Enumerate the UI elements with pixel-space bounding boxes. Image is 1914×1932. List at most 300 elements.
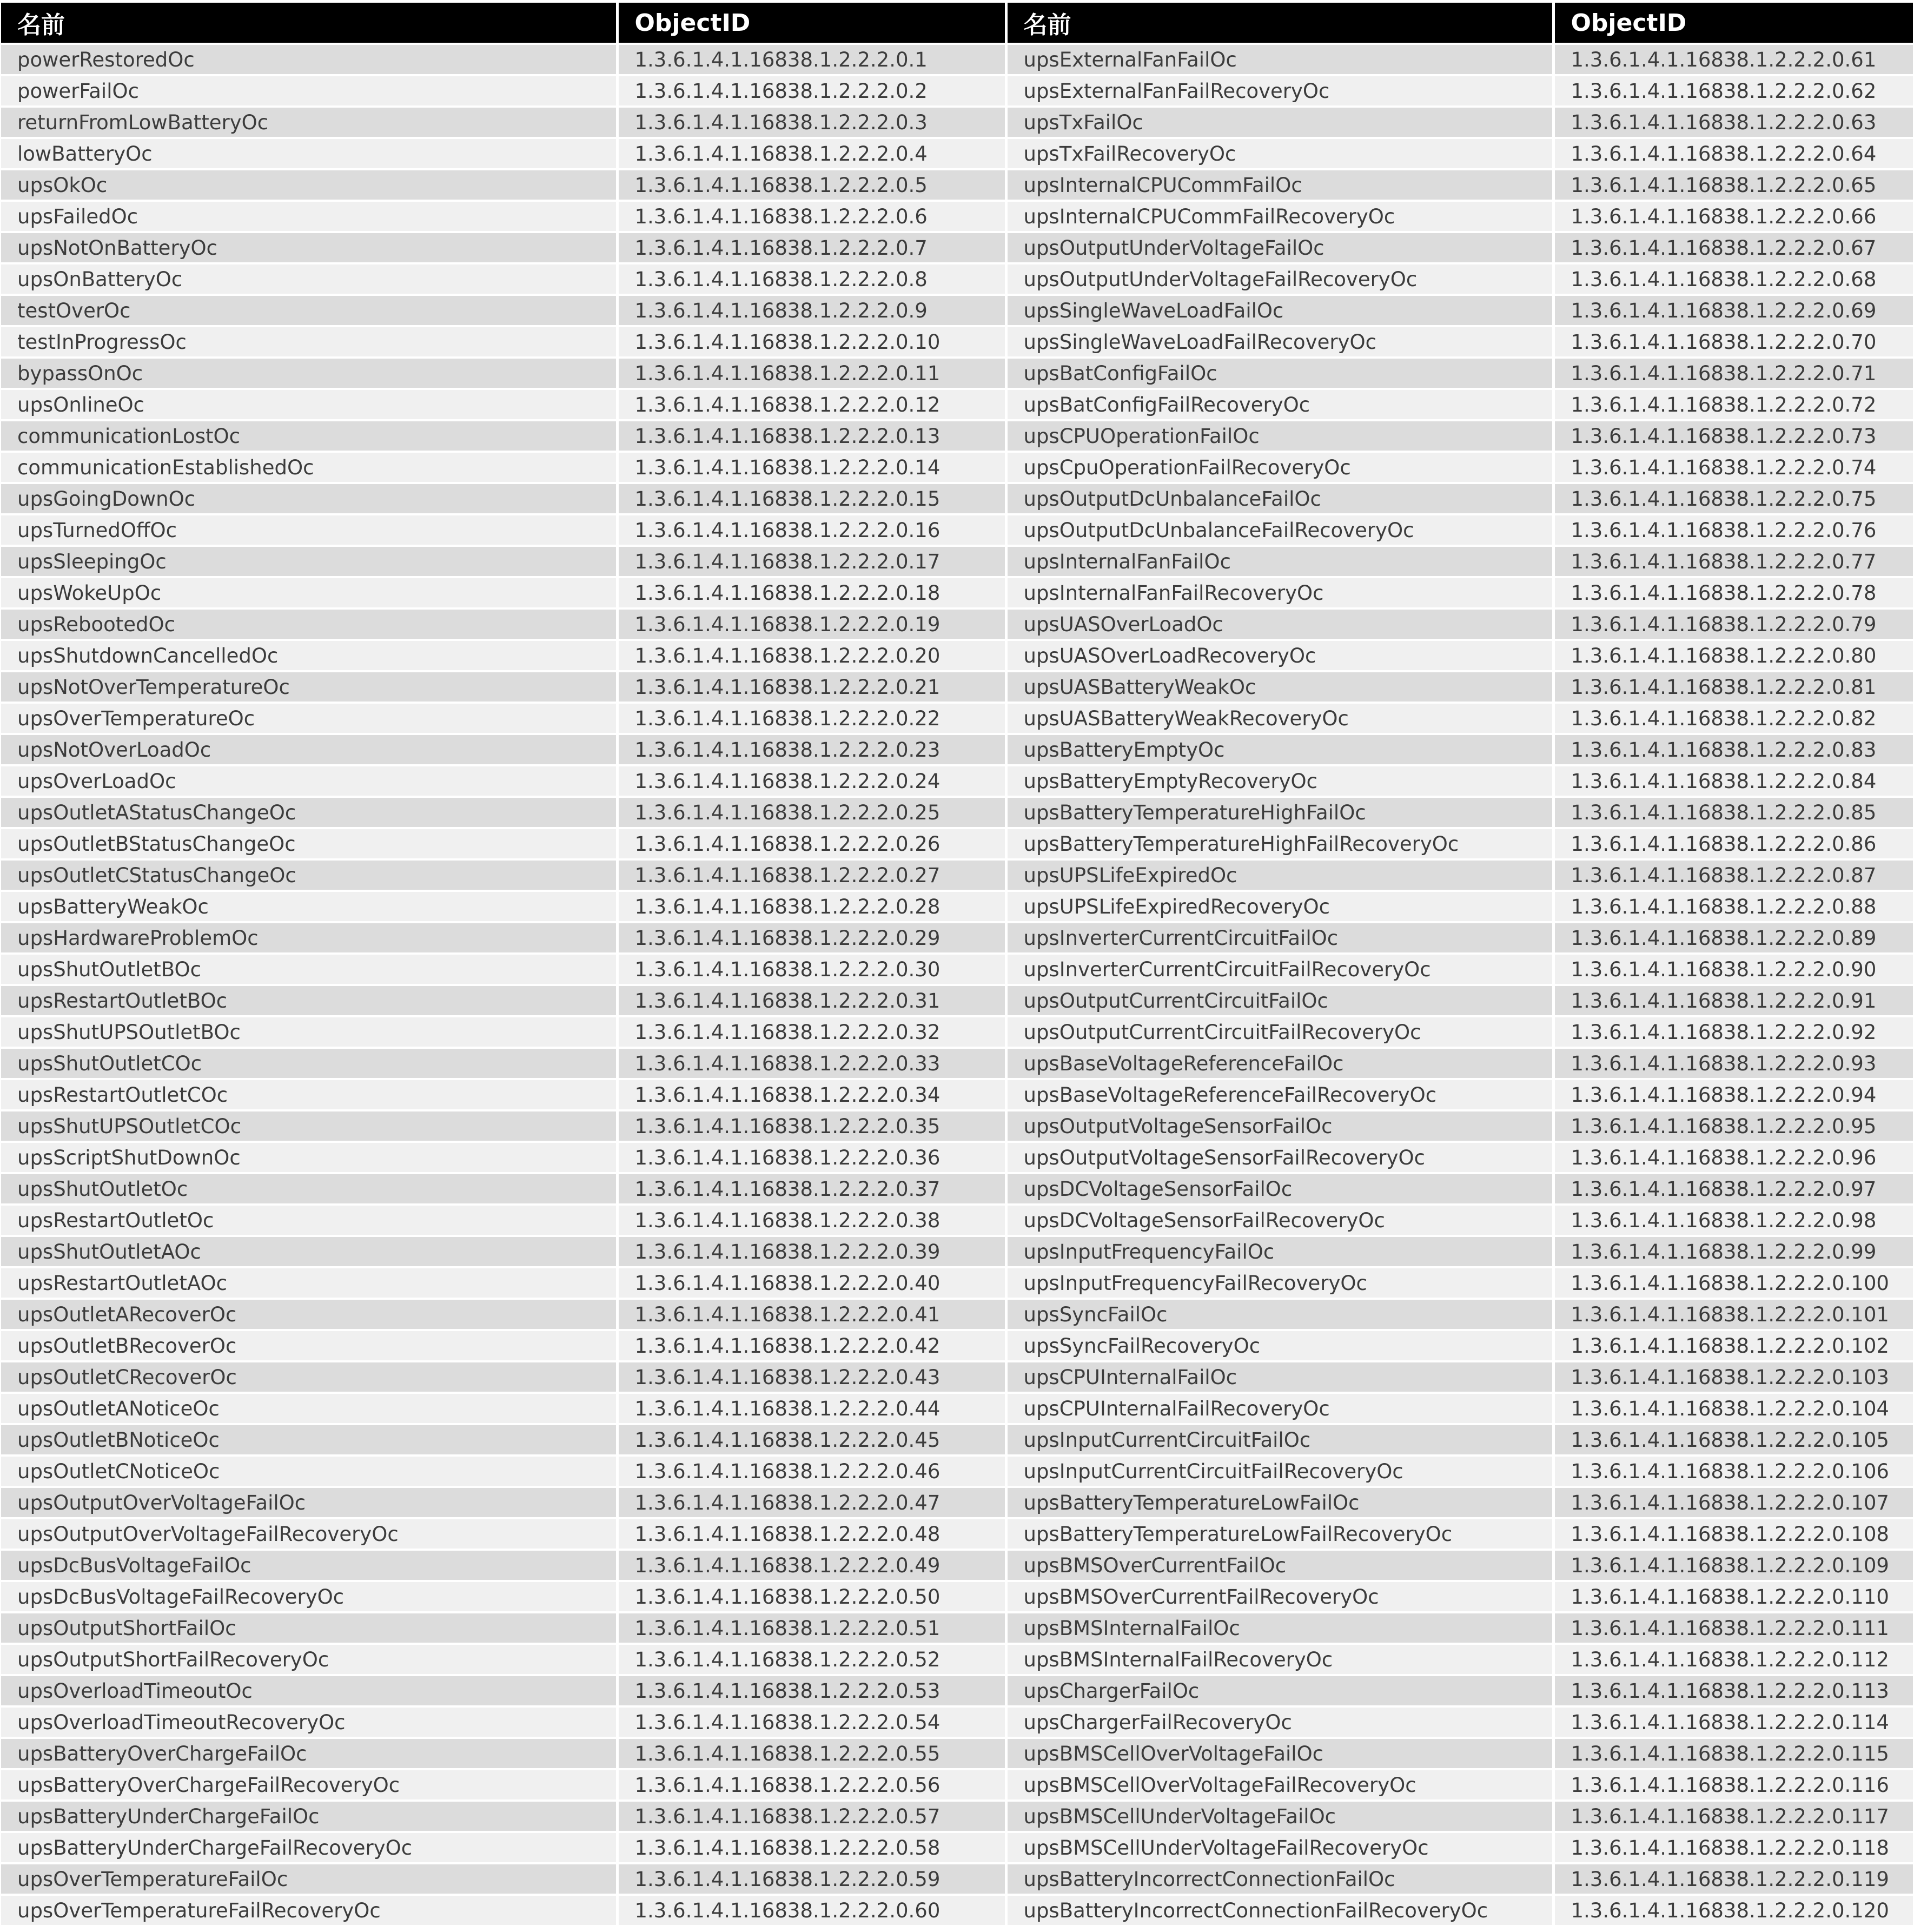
- table-row: [1, 671, 1913, 703]
- cell-objectid-left: 1.3.6.1.4.1.16838.1.2.2.2.0.3: [617, 107, 1006, 138]
- cell-name-left: powerFailOc: [1, 75, 617, 107]
- table-row: [1, 263, 1913, 295]
- cell-name-right: upsBatConfigFailOc: [1006, 358, 1553, 389]
- table-row: [1, 452, 1913, 483]
- table-row: [1, 1706, 1913, 1738]
- cell-name-right: upsBMSOverCurrentFailOc: [1006, 1550, 1553, 1581]
- cell-objectid-right: 1.3.6.1.4.1.16838.1.2.2.2.0.76: [1553, 514, 1913, 546]
- cell-name-left: upsBatteryUnderChargeFailRecoveryOc: [1, 1832, 617, 1863]
- cell-name-left: upsOnlineOc: [1, 389, 617, 420]
- table-row: [1, 1393, 1913, 1424]
- cell-objectid-left: 1.3.6.1.4.1.16838.1.2.2.2.0.45: [617, 1424, 1006, 1455]
- cell-objectid-right: 1.3.6.1.4.1.16838.1.2.2.2.0.61: [1553, 44, 1913, 75]
- cell-name-left: upsRestartOutletAOc: [1, 1267, 617, 1299]
- table-row: [1, 1675, 1913, 1706]
- cell-name-left: upsOutletCNoticeOc: [1, 1455, 617, 1487]
- cell-name-left: upsNotOverLoadOc: [1, 734, 617, 765]
- cell-name-right: upsBatteryEmptyRecoveryOc: [1006, 765, 1553, 797]
- cell-objectid-right: 1.3.6.1.4.1.16838.1.2.2.2.0.91: [1553, 985, 1913, 1016]
- table-row: [1, 138, 1913, 169]
- cell-name-right: upsBMSCellUnderVoltageFailRecoveryOc: [1006, 1832, 1553, 1863]
- cell-objectid-right: 1.3.6.1.4.1.16838.1.2.2.2.0.102: [1553, 1330, 1913, 1361]
- cell-name-right: upsSingleWaveLoadFailRecoveryOc: [1006, 326, 1553, 358]
- cell-objectid-left: 1.3.6.1.4.1.16838.1.2.2.2.0.5: [617, 169, 1006, 201]
- table-row: [1, 577, 1913, 608]
- cell-objectid-right: 1.3.6.1.4.1.16838.1.2.2.2.0.120: [1553, 1895, 1913, 1926]
- table-row: [1, 75, 1913, 107]
- cell-objectid-right: 1.3.6.1.4.1.16838.1.2.2.2.0.118: [1553, 1832, 1913, 1863]
- table-row: [1, 1142, 1913, 1173]
- cell-objectid-right: 1.3.6.1.4.1.16838.1.2.2.2.0.119: [1553, 1863, 1913, 1895]
- cell-name-left: upsShutUPSOutletCOc: [1, 1110, 617, 1142]
- cell-objectid-right: 1.3.6.1.4.1.16838.1.2.2.2.0.112: [1553, 1644, 1913, 1675]
- table-row: [1, 1299, 1913, 1330]
- cell-objectid-left: 1.3.6.1.4.1.16838.1.2.2.2.0.24: [617, 765, 1006, 797]
- cell-objectid-left: 1.3.6.1.4.1.16838.1.2.2.2.0.56: [617, 1769, 1006, 1801]
- header-objectid-right: ObjectID: [1553, 3, 1913, 44]
- table-row: [1, 734, 1913, 765]
- cell-objectid-right: 1.3.6.1.4.1.16838.1.2.2.2.0.79: [1553, 608, 1913, 640]
- table-row: [1, 1330, 1913, 1361]
- cell-objectid-right: 1.3.6.1.4.1.16838.1.2.2.2.0.83: [1553, 734, 1913, 765]
- cell-objectid-left: 1.3.6.1.4.1.16838.1.2.2.2.0.53: [617, 1675, 1006, 1706]
- cell-name-left: upsOkOc: [1, 169, 617, 201]
- table-row: [1, 1173, 1913, 1205]
- cell-objectid-right: 1.3.6.1.4.1.16838.1.2.2.2.0.74: [1553, 452, 1913, 483]
- cell-name-right: upsInputFrequencyFailRecoveryOc: [1006, 1267, 1553, 1299]
- cell-objectid-right: 1.3.6.1.4.1.16838.1.2.2.2.0.72: [1553, 389, 1913, 420]
- cell-objectid-right: 1.3.6.1.4.1.16838.1.2.2.2.0.82: [1553, 703, 1913, 734]
- cell-objectid-left: 1.3.6.1.4.1.16838.1.2.2.2.0.52: [617, 1644, 1006, 1675]
- cell-name-left: upsOnBatteryOc: [1, 263, 617, 295]
- cell-objectid-right: 1.3.6.1.4.1.16838.1.2.2.2.0.109: [1553, 1550, 1913, 1581]
- cell-name-right: upsBatteryEmptyOc: [1006, 734, 1553, 765]
- table-row: [1, 828, 1913, 859]
- cell-objectid-left: 1.3.6.1.4.1.16838.1.2.2.2.0.57: [617, 1801, 1006, 1832]
- cell-name-right: upsSyncFailRecoveryOc: [1006, 1330, 1553, 1361]
- table-row: [1, 169, 1913, 201]
- cell-name-right: upsOutputCurrentCircuitFailRecoveryOc: [1006, 1016, 1553, 1048]
- table-row: [1, 1518, 1913, 1550]
- cell-objectid-left: 1.3.6.1.4.1.16838.1.2.2.2.0.42: [617, 1330, 1006, 1361]
- cell-name-left: upsOverloadTimeoutRecoveryOc: [1, 1706, 617, 1738]
- cell-objectid-left: 1.3.6.1.4.1.16838.1.2.2.2.0.15: [617, 483, 1006, 514]
- cell-objectid-right: 1.3.6.1.4.1.16838.1.2.2.2.0.114: [1553, 1706, 1913, 1738]
- cell-name-left: upsOverTemperatureFailRecoveryOc: [1, 1895, 617, 1926]
- cell-name-left: powerRestoredOc: [1, 44, 617, 75]
- cell-objectid-left: 1.3.6.1.4.1.16838.1.2.2.2.0.58: [617, 1832, 1006, 1863]
- cell-name-right: upsChargerFailRecoveryOc: [1006, 1706, 1553, 1738]
- cell-objectid-left: 1.3.6.1.4.1.16838.1.2.2.2.0.6: [617, 201, 1006, 232]
- cell-objectid-right: 1.3.6.1.4.1.16838.1.2.2.2.0.105: [1553, 1424, 1913, 1455]
- cell-objectid-left: 1.3.6.1.4.1.16838.1.2.2.2.0.21: [617, 671, 1006, 703]
- table-row: [1, 1487, 1913, 1518]
- cell-objectid-left: 1.3.6.1.4.1.16838.1.2.2.2.0.29: [617, 922, 1006, 954]
- cell-objectid-right: 1.3.6.1.4.1.16838.1.2.2.2.0.64: [1553, 138, 1913, 169]
- cell-name-right: upsBMSOverCurrentFailRecoveryOc: [1006, 1581, 1553, 1612]
- cell-objectid-left: 1.3.6.1.4.1.16838.1.2.2.2.0.28: [617, 891, 1006, 922]
- cell-objectid-left: 1.3.6.1.4.1.16838.1.2.2.2.0.22: [617, 703, 1006, 734]
- cell-objectid-left: 1.3.6.1.4.1.16838.1.2.2.2.0.38: [617, 1205, 1006, 1236]
- cell-name-left: upsTurnedOffOc: [1, 514, 617, 546]
- cell-name-left: upsRestartOutletCOc: [1, 1079, 617, 1110]
- cell-objectid-right: 1.3.6.1.4.1.16838.1.2.2.2.0.99: [1553, 1236, 1913, 1267]
- table-row: [1, 1424, 1913, 1455]
- cell-name-left: upsScriptShutDownOc: [1, 1142, 617, 1173]
- cell-objectid-right: 1.3.6.1.4.1.16838.1.2.2.2.0.89: [1553, 922, 1913, 954]
- cell-objectid-left: 1.3.6.1.4.1.16838.1.2.2.2.0.49: [617, 1550, 1006, 1581]
- cell-objectid-right: 1.3.6.1.4.1.16838.1.2.2.2.0.88: [1553, 891, 1913, 922]
- cell-name-right: upsOutputDcUnbalanceFailOc: [1006, 483, 1553, 514]
- cell-objectid-left: 1.3.6.1.4.1.16838.1.2.2.2.0.14: [617, 452, 1006, 483]
- cell-objectid-right: 1.3.6.1.4.1.16838.1.2.2.2.0.92: [1553, 1016, 1913, 1048]
- cell-name-right: upsTxFailRecoveryOc: [1006, 138, 1553, 169]
- cell-objectid-right: 1.3.6.1.4.1.16838.1.2.2.2.0.69: [1553, 295, 1913, 326]
- cell-objectid-left: 1.3.6.1.4.1.16838.1.2.2.2.0.1: [617, 44, 1006, 75]
- cell-objectid-left: 1.3.6.1.4.1.16838.1.2.2.2.0.7: [617, 232, 1006, 263]
- table-row: [1, 389, 1913, 420]
- header-name-left: 名前: [1, 3, 617, 44]
- cell-objectid-right: 1.3.6.1.4.1.16838.1.2.2.2.0.87: [1553, 859, 1913, 891]
- cell-name-right: upsInternalCPUCommFailRecoveryOc: [1006, 201, 1553, 232]
- cell-name-right: upsOutputCurrentCircuitFailOc: [1006, 985, 1553, 1016]
- table-row: [1, 608, 1913, 640]
- table-row: [1, 295, 1913, 326]
- cell-name-left: upsOverTemperatureOc: [1, 703, 617, 734]
- cell-objectid-left: 1.3.6.1.4.1.16838.1.2.2.2.0.8: [617, 263, 1006, 295]
- table-row: [1, 1048, 1913, 1079]
- table-row: [1, 954, 1913, 985]
- cell-objectid-right: 1.3.6.1.4.1.16838.1.2.2.2.0.95: [1553, 1110, 1913, 1142]
- cell-name-left: upsShutOutletBOc: [1, 954, 617, 985]
- cell-name-right: upsInputFrequencyFailOc: [1006, 1236, 1553, 1267]
- table-row: [1, 1832, 1913, 1863]
- cell-objectid-right: 1.3.6.1.4.1.16838.1.2.2.2.0.85: [1553, 797, 1913, 828]
- cell-name-left: upsRestartOutletOc: [1, 1205, 617, 1236]
- table-row: [1, 1769, 1913, 1801]
- cell-name-left: testInProgressOc: [1, 326, 617, 358]
- cell-name-left: upsRebootedOc: [1, 608, 617, 640]
- cell-objectid-right: 1.3.6.1.4.1.16838.1.2.2.2.0.71: [1553, 358, 1913, 389]
- cell-objectid-right: 1.3.6.1.4.1.16838.1.2.2.2.0.90: [1553, 954, 1913, 985]
- cell-name-left: upsBatteryOverChargeFailRecoveryOc: [1, 1769, 617, 1801]
- cell-objectid-left: 1.3.6.1.4.1.16838.1.2.2.2.0.50: [617, 1581, 1006, 1612]
- cell-name-right: upsInverterCurrentCircuitFailRecoveryOc: [1006, 954, 1553, 985]
- cell-name-right: upsCpuOperationFailRecoveryOc: [1006, 452, 1553, 483]
- cell-name-right: upsDCVoltageSensorFailRecoveryOc: [1006, 1205, 1553, 1236]
- cell-objectid-left: 1.3.6.1.4.1.16838.1.2.2.2.0.46: [617, 1455, 1006, 1487]
- cell-name-left: upsNotOnBatteryOc: [1, 232, 617, 263]
- cell-name-left: upsOutputOverVoltageFailRecoveryOc: [1, 1518, 617, 1550]
- cell-name-left: upsOutletBNoticeOc: [1, 1424, 617, 1455]
- cell-name-right: upsUASBatteryWeakOc: [1006, 671, 1553, 703]
- cell-name-right: upsBatConfigFailRecoveryOc: [1006, 389, 1553, 420]
- cell-objectid-right: 1.3.6.1.4.1.16838.1.2.2.2.0.62: [1553, 75, 1913, 107]
- cell-name-right: upsBatteryIncorrectConnectionFailRecoveryOc: [1006, 1895, 1553, 1926]
- cell-objectid-right: 1.3.6.1.4.1.16838.1.2.2.2.0.101: [1553, 1299, 1913, 1330]
- table-body: [1, 44, 1913, 1926]
- cell-name-right: upsCPUInternalFailRecoveryOc: [1006, 1393, 1553, 1424]
- cell-objectid-right: 1.3.6.1.4.1.16838.1.2.2.2.0.116: [1553, 1769, 1913, 1801]
- cell-objectid-left: 1.3.6.1.4.1.16838.1.2.2.2.0.25: [617, 797, 1006, 828]
- table-row: [1, 640, 1913, 671]
- header-row: [1, 3, 1913, 44]
- table-row: [1, 797, 1913, 828]
- cell-objectid-left: 1.3.6.1.4.1.16838.1.2.2.2.0.34: [617, 1079, 1006, 1110]
- cell-objectid-left: 1.3.6.1.4.1.16838.1.2.2.2.0.16: [617, 514, 1006, 546]
- cell-name-left: upsHardwareProblemOc: [1, 922, 617, 954]
- cell-name-right: upsUASOverLoadOc: [1006, 608, 1553, 640]
- cell-name-left: upsOutletCRecoverOc: [1, 1361, 617, 1393]
- table-row: [1, 107, 1913, 138]
- cell-name-left: upsGoingDownOc: [1, 483, 617, 514]
- cell-name-right: upsInputCurrentCircuitFailOc: [1006, 1424, 1553, 1455]
- cell-objectid-left: 1.3.6.1.4.1.16838.1.2.2.2.0.31: [617, 985, 1006, 1016]
- cell-name-left: upsDcBusVoltageFailRecoveryOc: [1, 1581, 617, 1612]
- cell-objectid-right: 1.3.6.1.4.1.16838.1.2.2.2.0.84: [1553, 765, 1913, 797]
- cell-name-left: upsShutOutletOc: [1, 1173, 617, 1205]
- header-objectid-left: ObjectID: [617, 3, 1006, 44]
- cell-objectid-right: 1.3.6.1.4.1.16838.1.2.2.2.0.113: [1553, 1675, 1913, 1706]
- cell-objectid-left: 1.3.6.1.4.1.16838.1.2.2.2.0.27: [617, 859, 1006, 891]
- table-row: [1, 922, 1913, 954]
- table-row: [1, 44, 1913, 75]
- cell-name-right: upsOutputVoltageSensorFailRecoveryOc: [1006, 1142, 1553, 1173]
- cell-name-left: upsNotOverTemperatureOc: [1, 671, 617, 703]
- oid-table: [1, 3, 1913, 1927]
- cell-objectid-left: 1.3.6.1.4.1.16838.1.2.2.2.0.23: [617, 734, 1006, 765]
- cell-name-left: upsBatteryWeakOc: [1, 891, 617, 922]
- table-row: [1, 1612, 1913, 1644]
- cell-objectid-left: 1.3.6.1.4.1.16838.1.2.2.2.0.51: [617, 1612, 1006, 1644]
- cell-name-left: upsBatteryOverChargeFailOc: [1, 1738, 617, 1769]
- cell-name-right: upsSingleWaveLoadFailOc: [1006, 295, 1553, 326]
- cell-objectid-right: 1.3.6.1.4.1.16838.1.2.2.2.0.86: [1553, 828, 1913, 859]
- cell-objectid-right: 1.3.6.1.4.1.16838.1.2.2.2.0.98: [1553, 1205, 1913, 1236]
- cell-name-left: lowBatteryOc: [1, 138, 617, 169]
- cell-name-right: upsBaseVoltageReferenceFailRecoveryOc: [1006, 1079, 1553, 1110]
- cell-name-right: upsCPUInternalFailOc: [1006, 1361, 1553, 1393]
- table-row: [1, 985, 1913, 1016]
- cell-objectid-right: 1.3.6.1.4.1.16838.1.2.2.2.0.108: [1553, 1518, 1913, 1550]
- cell-objectid-right: 1.3.6.1.4.1.16838.1.2.2.2.0.67: [1553, 232, 1913, 263]
- table-row: [1, 1016, 1913, 1048]
- cell-objectid-right: 1.3.6.1.4.1.16838.1.2.2.2.0.100: [1553, 1267, 1913, 1299]
- cell-name-right: upsUASOverLoadRecoveryOc: [1006, 640, 1553, 671]
- cell-objectid-right: 1.3.6.1.4.1.16838.1.2.2.2.0.117: [1553, 1801, 1913, 1832]
- cell-name-right: upsChargerFailOc: [1006, 1675, 1553, 1706]
- cell-name-right: upsSyncFailOc: [1006, 1299, 1553, 1330]
- cell-name-right: upsExternalFanFailRecoveryOc: [1006, 75, 1553, 107]
- table-row: [1, 1801, 1913, 1832]
- cell-objectid-right: 1.3.6.1.4.1.16838.1.2.2.2.0.93: [1553, 1048, 1913, 1079]
- table-row: [1, 546, 1913, 577]
- cell-objectid-left: 1.3.6.1.4.1.16838.1.2.2.2.0.2: [617, 75, 1006, 107]
- cell-objectid-right: 1.3.6.1.4.1.16838.1.2.2.2.0.111: [1553, 1612, 1913, 1644]
- cell-objectid-left: 1.3.6.1.4.1.16838.1.2.2.2.0.19: [617, 608, 1006, 640]
- table-row: [1, 1738, 1913, 1769]
- table-row: [1, 1455, 1913, 1487]
- cell-objectid-left: 1.3.6.1.4.1.16838.1.2.2.2.0.32: [617, 1016, 1006, 1048]
- cell-name-right: upsBatteryTemperatureLowFailOc: [1006, 1487, 1553, 1518]
- cell-objectid-left: 1.3.6.1.4.1.16838.1.2.2.2.0.11: [617, 358, 1006, 389]
- cell-name-left: returnFromLowBatteryOc: [1, 107, 617, 138]
- table-row: [1, 1863, 1913, 1895]
- cell-objectid-left: 1.3.6.1.4.1.16838.1.2.2.2.0.59: [617, 1863, 1006, 1895]
- cell-name-right: upsUPSLifeExpiredOc: [1006, 859, 1553, 891]
- cell-objectid-right: 1.3.6.1.4.1.16838.1.2.2.2.0.97: [1553, 1173, 1913, 1205]
- table-row: [1, 514, 1913, 546]
- table-row: [1, 765, 1913, 797]
- cell-name-right: upsCPUOperationFailOc: [1006, 420, 1553, 452]
- cell-objectid-left: 1.3.6.1.4.1.16838.1.2.2.2.0.44: [617, 1393, 1006, 1424]
- table-row: [1, 1236, 1913, 1267]
- cell-name-right: upsBMSInternalFailRecoveryOc: [1006, 1644, 1553, 1675]
- cell-name-left: upsBatteryUnderChargeFailOc: [1, 1801, 617, 1832]
- cell-objectid-left: 1.3.6.1.4.1.16838.1.2.2.2.0.9: [617, 295, 1006, 326]
- cell-objectid-left: 1.3.6.1.4.1.16838.1.2.2.2.0.30: [617, 954, 1006, 985]
- table-row: [1, 859, 1913, 891]
- cell-name-right: upsDCVoltageSensorFailOc: [1006, 1173, 1553, 1205]
- cell-objectid-left: 1.3.6.1.4.1.16838.1.2.2.2.0.39: [617, 1236, 1006, 1267]
- cell-objectid-left: 1.3.6.1.4.1.16838.1.2.2.2.0.60: [617, 1895, 1006, 1926]
- cell-name-left: upsOverloadTimeoutOc: [1, 1675, 617, 1706]
- cell-objectid-left: 1.3.6.1.4.1.16838.1.2.2.2.0.13: [617, 420, 1006, 452]
- cell-name-right: upsOutputUnderVoltageFailRecoveryOc: [1006, 263, 1553, 295]
- cell-name-right: upsOutputUnderVoltageFailOc: [1006, 232, 1553, 263]
- cell-name-left: upsFailedOc: [1, 201, 617, 232]
- table-row: [1, 1267, 1913, 1299]
- cell-name-right: upsInternalFanFailOc: [1006, 546, 1553, 577]
- cell-name-left: upsOutputShortFailRecoveryOc: [1, 1644, 617, 1675]
- cell-objectid-left: 1.3.6.1.4.1.16838.1.2.2.2.0.37: [617, 1173, 1006, 1205]
- cell-objectid-right: 1.3.6.1.4.1.16838.1.2.2.2.0.115: [1553, 1738, 1913, 1769]
- cell-objectid-right: 1.3.6.1.4.1.16838.1.2.2.2.0.107: [1553, 1487, 1913, 1518]
- cell-name-left: upsShutOutletCOc: [1, 1048, 617, 1079]
- cell-objectid-left: 1.3.6.1.4.1.16838.1.2.2.2.0.40: [617, 1267, 1006, 1299]
- cell-objectid-right: 1.3.6.1.4.1.16838.1.2.2.2.0.80: [1553, 640, 1913, 671]
- cell-objectid-right: 1.3.6.1.4.1.16838.1.2.2.2.0.81: [1553, 671, 1913, 703]
- cell-name-left: upsShutOutletAOc: [1, 1236, 617, 1267]
- cell-name-left: upsOverLoadOc: [1, 765, 617, 797]
- cell-name-right: upsBatteryTemperatureLowFailRecoveryOc: [1006, 1518, 1553, 1550]
- table-row: [1, 703, 1913, 734]
- cell-name-right: upsExternalFanFailOc: [1006, 44, 1553, 75]
- table-row: [1, 1361, 1913, 1393]
- cell-name-left: upsOutletARecoverOc: [1, 1299, 617, 1330]
- cell-objectid-right: 1.3.6.1.4.1.16838.1.2.2.2.0.77: [1553, 546, 1913, 577]
- cell-name-right: upsBatteryTemperatureHighFailOc: [1006, 797, 1553, 828]
- cell-name-left: communicationLostOc: [1, 420, 617, 452]
- cell-name-left: upsDcBusVoltageFailOc: [1, 1550, 617, 1581]
- table-row: [1, 1550, 1913, 1581]
- cell-name-right: upsOutputDcUnbalanceFailRecoveryOc: [1006, 514, 1553, 546]
- cell-objectid-right: 1.3.6.1.4.1.16838.1.2.2.2.0.103: [1553, 1361, 1913, 1393]
- table-row: [1, 358, 1913, 389]
- cell-objectid-left: 1.3.6.1.4.1.16838.1.2.2.2.0.18: [617, 577, 1006, 608]
- table-row: [1, 1895, 1913, 1926]
- table-row: [1, 1079, 1913, 1110]
- table-row: [1, 201, 1913, 232]
- cell-name-right: upsUASBatteryWeakRecoveryOc: [1006, 703, 1553, 734]
- cell-objectid-right: 1.3.6.1.4.1.16838.1.2.2.2.0.78: [1553, 577, 1913, 608]
- cell-objectid-right: 1.3.6.1.4.1.16838.1.2.2.2.0.94: [1553, 1079, 1913, 1110]
- cell-objectid-left: 1.3.6.1.4.1.16838.1.2.2.2.0.17: [617, 546, 1006, 577]
- table-row: [1, 891, 1913, 922]
- cell-name-right: upsTxFailOc: [1006, 107, 1553, 138]
- cell-objectid-left: 1.3.6.1.4.1.16838.1.2.2.2.0.4: [617, 138, 1006, 169]
- cell-objectid-left: 1.3.6.1.4.1.16838.1.2.2.2.0.55: [617, 1738, 1006, 1769]
- table-row: [1, 420, 1913, 452]
- header-name-right: 名前: [1006, 3, 1553, 44]
- cell-objectid-right: 1.3.6.1.4.1.16838.1.2.2.2.0.65: [1553, 169, 1913, 201]
- cell-objectid-left: 1.3.6.1.4.1.16838.1.2.2.2.0.10: [617, 326, 1006, 358]
- cell-objectid-left: 1.3.6.1.4.1.16838.1.2.2.2.0.33: [617, 1048, 1006, 1079]
- cell-objectid-left: 1.3.6.1.4.1.16838.1.2.2.2.0.12: [617, 389, 1006, 420]
- cell-name-left: upsOutletBStatusChangeOc: [1, 828, 617, 859]
- cell-name-right: upsBatteryIncorrectConnectionFailOc: [1006, 1863, 1553, 1895]
- cell-name-left: upsOutputOverVoltageFailOc: [1, 1487, 617, 1518]
- cell-name-left: upsRestartOutletBOc: [1, 985, 617, 1016]
- cell-objectid-right: 1.3.6.1.4.1.16838.1.2.2.2.0.70: [1553, 326, 1913, 358]
- cell-name-left: communicationEstablishedOc: [1, 452, 617, 483]
- cell-name-right: upsUPSLifeExpiredRecoveryOc: [1006, 891, 1553, 922]
- cell-objectid-right: 1.3.6.1.4.1.16838.1.2.2.2.0.104: [1553, 1393, 1913, 1424]
- cell-name-right: upsBatteryTemperatureHighFailRecoveryOc: [1006, 828, 1553, 859]
- cell-name-left: upsShutdownCancelledOc: [1, 640, 617, 671]
- cell-name-left: upsSleepingOc: [1, 546, 617, 577]
- cell-objectid-right: 1.3.6.1.4.1.16838.1.2.2.2.0.106: [1553, 1455, 1913, 1487]
- cell-name-left: upsOverTemperatureFailOc: [1, 1863, 617, 1895]
- cell-name-left: upsOutletBRecoverOc: [1, 1330, 617, 1361]
- cell-name-right: upsBMSCellUnderVoltageFailOc: [1006, 1801, 1553, 1832]
- cell-name-right: upsOutputVoltageSensorFailOc: [1006, 1110, 1553, 1142]
- cell-objectid-left: 1.3.6.1.4.1.16838.1.2.2.2.0.26: [617, 828, 1006, 859]
- cell-objectid-right: 1.3.6.1.4.1.16838.1.2.2.2.0.75: [1553, 483, 1913, 514]
- table-row: [1, 232, 1913, 263]
- cell-objectid-right: 1.3.6.1.4.1.16838.1.2.2.2.0.66: [1553, 201, 1913, 232]
- cell-objectid-right: 1.3.6.1.4.1.16838.1.2.2.2.0.110: [1553, 1581, 1913, 1612]
- cell-objectid-left: 1.3.6.1.4.1.16838.1.2.2.2.0.47: [617, 1487, 1006, 1518]
- cell-objectid-left: 1.3.6.1.4.1.16838.1.2.2.2.0.20: [617, 640, 1006, 671]
- cell-objectid-right: 1.3.6.1.4.1.16838.1.2.2.2.0.63: [1553, 107, 1913, 138]
- cell-name-right: upsBaseVoltageReferenceFailOc: [1006, 1048, 1553, 1079]
- cell-objectid-left: 1.3.6.1.4.1.16838.1.2.2.2.0.43: [617, 1361, 1006, 1393]
- cell-name-left: upsWokeUpOc: [1, 577, 617, 608]
- cell-name-left: upsOutletAStatusChangeOc: [1, 797, 617, 828]
- cell-name-left: upsOutletCStatusChangeOc: [1, 859, 617, 891]
- cell-name-right: upsInputCurrentCircuitFailRecoveryOc: [1006, 1455, 1553, 1487]
- table-row: [1, 1205, 1913, 1236]
- cell-objectid-left: 1.3.6.1.4.1.16838.1.2.2.2.0.35: [617, 1110, 1006, 1142]
- cell-name-right: upsBMSInternalFailOc: [1006, 1612, 1553, 1644]
- cell-name-right: upsInternalFanFailRecoveryOc: [1006, 577, 1553, 608]
- cell-objectid-left: 1.3.6.1.4.1.16838.1.2.2.2.0.48: [617, 1518, 1006, 1550]
- cell-name-right: upsBMSCellOverVoltageFailOc: [1006, 1738, 1553, 1769]
- cell-name-left: upsOutputShortFailOc: [1, 1612, 617, 1644]
- cell-objectid-right: 1.3.6.1.4.1.16838.1.2.2.2.0.96: [1553, 1142, 1913, 1173]
- table-row: [1, 326, 1913, 358]
- cell-name-left: bypassOnOc: [1, 358, 617, 389]
- cell-name-right: upsBMSCellOverVoltageFailRecoveryOc: [1006, 1769, 1553, 1801]
- table-row: [1, 483, 1913, 514]
- cell-objectid-left: 1.3.6.1.4.1.16838.1.2.2.2.0.54: [617, 1706, 1006, 1738]
- cell-name-left: testOverOc: [1, 295, 617, 326]
- table-row: [1, 1581, 1913, 1612]
- cell-objectid-right: 1.3.6.1.4.1.16838.1.2.2.2.0.73: [1553, 420, 1913, 452]
- cell-objectid-right: 1.3.6.1.4.1.16838.1.2.2.2.0.68: [1553, 263, 1913, 295]
- cell-name-right: upsInternalCPUCommFailOc: [1006, 169, 1553, 201]
